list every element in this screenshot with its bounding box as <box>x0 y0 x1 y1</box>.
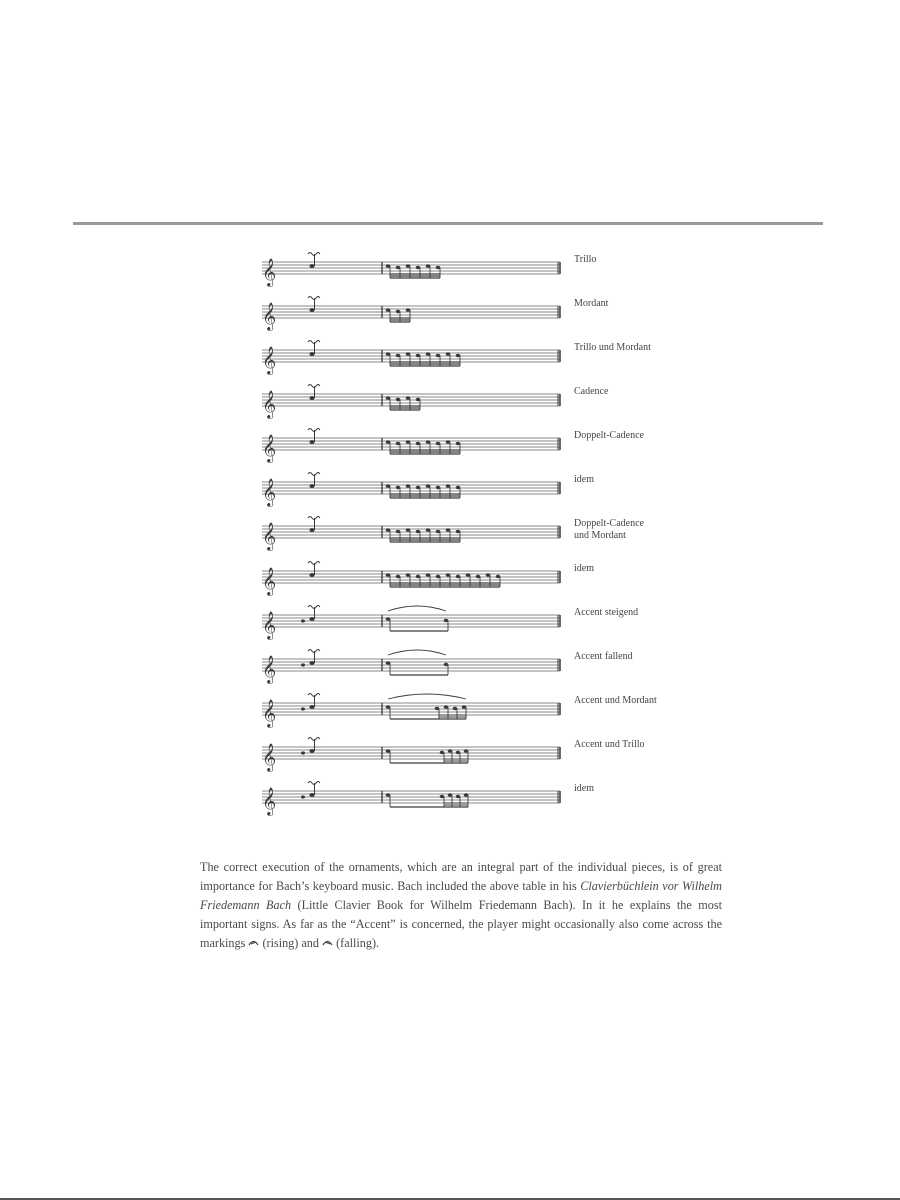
ornament-staff <box>258 470 564 510</box>
treble-clef-icon: 𝄞 <box>262 699 277 727</box>
accent-falling-icon <box>322 935 333 954</box>
ornament-staff <box>258 426 564 466</box>
ornament-note <box>309 352 314 356</box>
ornament-row <box>258 338 718 378</box>
ornament-note <box>309 264 314 268</box>
treble-clef-icon: 𝄞 <box>262 611 277 639</box>
grace-note <box>301 795 305 798</box>
explanatory-paragraph <box>200 858 722 954</box>
ornament-row <box>258 426 718 466</box>
treble-clef-icon: 𝄞 <box>262 522 277 550</box>
ornament-label: idem <box>574 783 594 794</box>
ornament-note <box>309 573 314 577</box>
ornament-note <box>309 484 314 488</box>
ornament-label: Accent und Mordant <box>574 695 657 706</box>
ornament-row <box>258 603 718 643</box>
ornament-label: Mordant <box>574 298 609 309</box>
ornament-staff <box>258 514 564 554</box>
ornament-note <box>309 617 314 621</box>
paragraph-text-4: (falling). <box>333 936 380 950</box>
ornament-row <box>258 735 718 775</box>
ornament-label: Cadence <box>574 386 609 397</box>
ornament-row <box>258 691 718 731</box>
grace-note <box>301 619 305 622</box>
ornament-label: Doppelt-Cadence <box>574 430 644 441</box>
treble-clef-icon: 𝄞 <box>262 302 277 330</box>
paragraph-text-3: (rising) and <box>259 936 323 950</box>
ornament-label: idem <box>574 474 594 485</box>
ornament-label: idem <box>574 563 594 574</box>
treble-clef-icon: 𝄞 <box>262 434 277 462</box>
ornament-label: Doppelt-Cadence und Mordant <box>574 518 644 541</box>
ornament-note <box>309 661 314 665</box>
ornament-label: Trillo <box>574 254 597 265</box>
ornament-staff <box>258 691 564 731</box>
treble-clef-icon: 𝄞 <box>262 390 277 418</box>
treble-clef-icon: 𝄞 <box>262 478 277 506</box>
ornament-row <box>258 559 718 599</box>
book-title: Clavierbüchlein vor Wilhelm Friedemann Bach <box>200 879 722 912</box>
ornament-row <box>258 250 718 290</box>
ornament-note <box>309 440 314 444</box>
ornament-row <box>258 382 718 422</box>
ornament-row <box>258 470 718 510</box>
ornament-row <box>258 514 718 554</box>
treble-clef-icon: 𝄞 <box>262 258 277 286</box>
ornament-staff <box>258 735 564 775</box>
treble-clef-icon: 𝄞 <box>262 346 277 374</box>
treble-clef-icon: 𝄞 <box>262 567 277 595</box>
ornament-staff <box>258 250 564 290</box>
ornament-staff <box>258 603 564 643</box>
ornament-note <box>309 749 314 753</box>
grace-note <box>301 751 305 754</box>
ornament-staff <box>258 647 564 687</box>
ornament-staff <box>258 294 564 334</box>
ornament-note <box>309 308 314 312</box>
paragraph-text-1: The correct execution of the ornaments, which are an integral part of the individual pieces, is of great importance for Bach’s keyboard music. Bach included the above table in his <box>200 860 722 893</box>
treble-clef-icon: 𝄞 <box>262 787 277 815</box>
ornament-row <box>258 647 718 687</box>
top-rule <box>73 222 823 225</box>
grace-note <box>301 663 305 666</box>
ornament-label: Trillo und Mordant <box>574 342 651 353</box>
ornament-note <box>309 528 314 532</box>
ornament-row <box>258 294 718 334</box>
paragraph-text-2: (Little Clavier Book for Wilhelm Friedemann Bach). In it he explains the most important signs. As far as the “Accent” is concerned, the player might occasionally also come across the markings <box>200 898 722 950</box>
ornament-row <box>258 779 718 819</box>
ornament-note <box>309 396 314 400</box>
treble-clef-icon: 𝄞 <box>262 743 277 771</box>
accent-rising-icon <box>248 935 259 954</box>
ornament-staff <box>258 382 564 422</box>
ornament-note <box>309 793 314 797</box>
ornament-label: Accent und Trillo <box>574 739 645 750</box>
ornament-label: Accent steigend <box>574 607 639 618</box>
ornament-staff <box>258 338 564 378</box>
treble-clef-icon: 𝄞 <box>262 655 277 683</box>
ornament-staff <box>258 559 564 599</box>
ornament-note <box>309 705 314 709</box>
ornament-staff <box>258 779 564 819</box>
ornament-label: Accent fallend <box>574 651 633 662</box>
grace-note <box>301 707 305 710</box>
